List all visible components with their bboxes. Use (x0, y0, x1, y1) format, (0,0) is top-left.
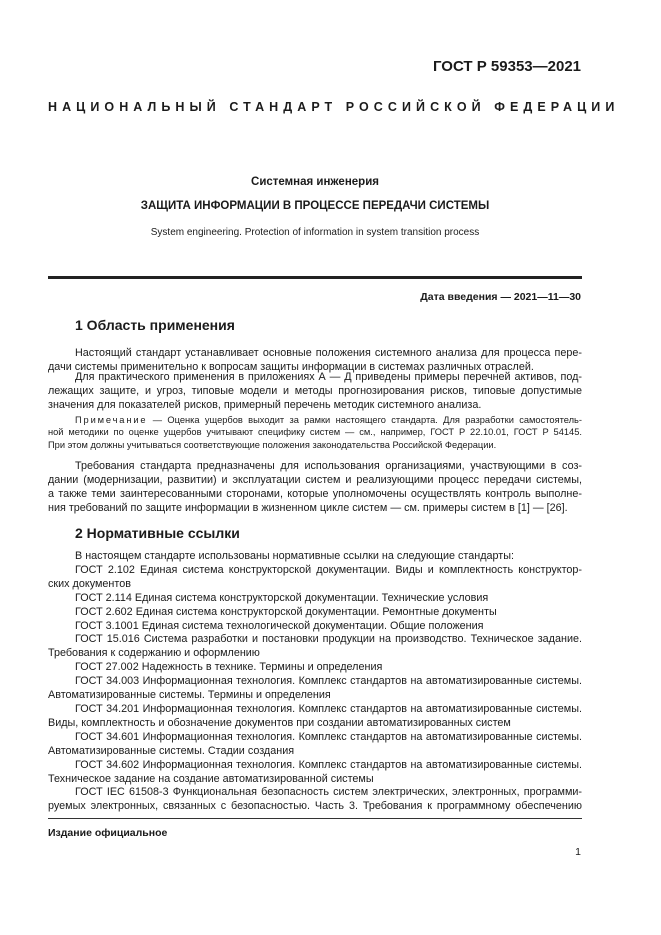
text-line (48, 414, 582, 426)
reference-line: ГОСТ 34.601 Информационная технология. Комплекс стандартов на автоматизированные системы. (75, 730, 582, 743)
reference-line: ГОСТ IEC 61508-3 Функциональная безопасность систем электрических, электронных, программи- (75, 786, 582, 799)
reference-line: ГОСТ 2.102 Единая система конструкторской документации. Виды и комплектность конструктор- (75, 563, 582, 576)
national-standard-banner: НАЦИОНАЛЬНЫЙ СТАНДАРТ РОССИЙСКОЙ ФЕДЕРАЦИИ (48, 100, 620, 114)
text-line: Для практического применения в приложениях А — Д приведены примеры перечней активов, под- (75, 371, 582, 383)
reference-line: ГОСТ 2.114 Единая система конструкторской документации. Технические условия (75, 591, 489, 604)
reference-line: Техническое задание на создание автоматизированной системы (48, 772, 374, 785)
reference-line: Виды, комплектность и обозначение документов при создании автоматизированных систем (48, 716, 511, 729)
reference-line: ГОСТ 3.1001 Единая система технологической документации. Общие положения (75, 619, 484, 632)
section-1-paragraph-2 (48, 370, 582, 412)
reference-line: Автоматизированные системы. Стадии создания (48, 744, 295, 757)
section-1-heading: 1 Область применения (75, 317, 235, 333)
standard-title-english: System engineering. Protection of information in system transition process (150, 227, 480, 238)
standard-category: Системная инженерия (251, 176, 379, 188)
text-line: Требования стандарта предназначены для использования организациями, участвующими в соз- (75, 460, 582, 472)
normative-references-list (48, 550, 582, 814)
text-line: значения для показателей рисков, примерный перечень методик системного анализа. (48, 399, 482, 411)
reference-line: ГОСТ 34.201 Информационная технология. Комплекс стандартов на автоматизированные системы. (75, 702, 582, 715)
section-1-note (48, 414, 582, 451)
text-line: ния требований по защите информации в жизненном цикле систем — см. примеры систем в [1] — [26]. (48, 502, 568, 514)
page-number: 1 (575, 846, 581, 858)
text-line: Настоящий стандарт устанавливает основные положения системного анализа для процесса пере- (75, 347, 582, 359)
note-label: Примечание (75, 415, 148, 425)
reference-line: Автоматизированные системы. Термины и определения (48, 689, 331, 702)
text-line: а также теми заинтересованными сторонами, которые уполномочены осуществлять контроль выполне- (48, 488, 582, 500)
text-line: При этом должны учитываться соответствующие положения законодательства Российской Федерации. (48, 439, 497, 450)
note-text: — Оценка ущербов выходит за рамки настоящего стандарта. Для разработки самостоятель- (147, 415, 582, 425)
section-2-heading: 2 Нормативные ссылки (75, 525, 240, 541)
reference-line: ГОСТ 34.602 Информационная технология. Комплекс стандартов на автоматизированные системы. (75, 758, 582, 771)
text-line: лежащих защите, и угроз, типовые модели и методы прогнозирования рисков, типовые допустимые (48, 385, 582, 397)
reference-line: В настоящем стандарте использованы нормативные ссылки на следующие стандарты: (75, 550, 514, 562)
reference-line: Требования к содержанию и оформлению (48, 647, 260, 660)
reference-line: ГОСТ 2.602 Единая система конструкторской документации. Ремонтные документы (75, 605, 497, 618)
reference-line: ГОСТ 15.016 Система разработки и постановки продукции на производство. Техническое задание. (75, 633, 582, 646)
reference-line: ских документов (48, 577, 131, 590)
reference-line: ГОСТ 27.002 Надежность в технике. Термины и определения (75, 661, 383, 674)
reference-line: руемых электронных, связанных с безопасностью. Часть 3. Требования к программному обеспечению (48, 800, 582, 813)
text-line: дачи системы применительно к вопросам защиты информации в системах различных отраслей. (48, 361, 534, 373)
gost-code: ГОСТ Р 59353—2021 (432, 58, 581, 75)
header-divider (48, 276, 582, 279)
text-line: дании (модернизации, развитии) и эксплуатации систем и реализующими процесс передачи системы, (48, 474, 582, 486)
official-edition-label: Издание официальное (48, 827, 168, 839)
standard-title: ЗАЩИТА ИНФОРМАЦИИ В ПРОЦЕССЕ ПЕРЕДАЧИ СИСТЕМЫ (140, 200, 490, 212)
section-1-paragraph-3 (48, 459, 582, 515)
reference-line: ГОСТ 34.003 Информационная технология. Комплекс стандартов на автоматизированные системы. (75, 675, 582, 688)
effective-date: Дата введения — 2021—11—30 (420, 291, 581, 303)
text-line: ной методики по оценке ущербов учитывают специфику систем — см., например, ГОСТ Р 22.10.01, ГОСТ Р 54145. (48, 427, 582, 438)
footer-divider (48, 818, 582, 819)
